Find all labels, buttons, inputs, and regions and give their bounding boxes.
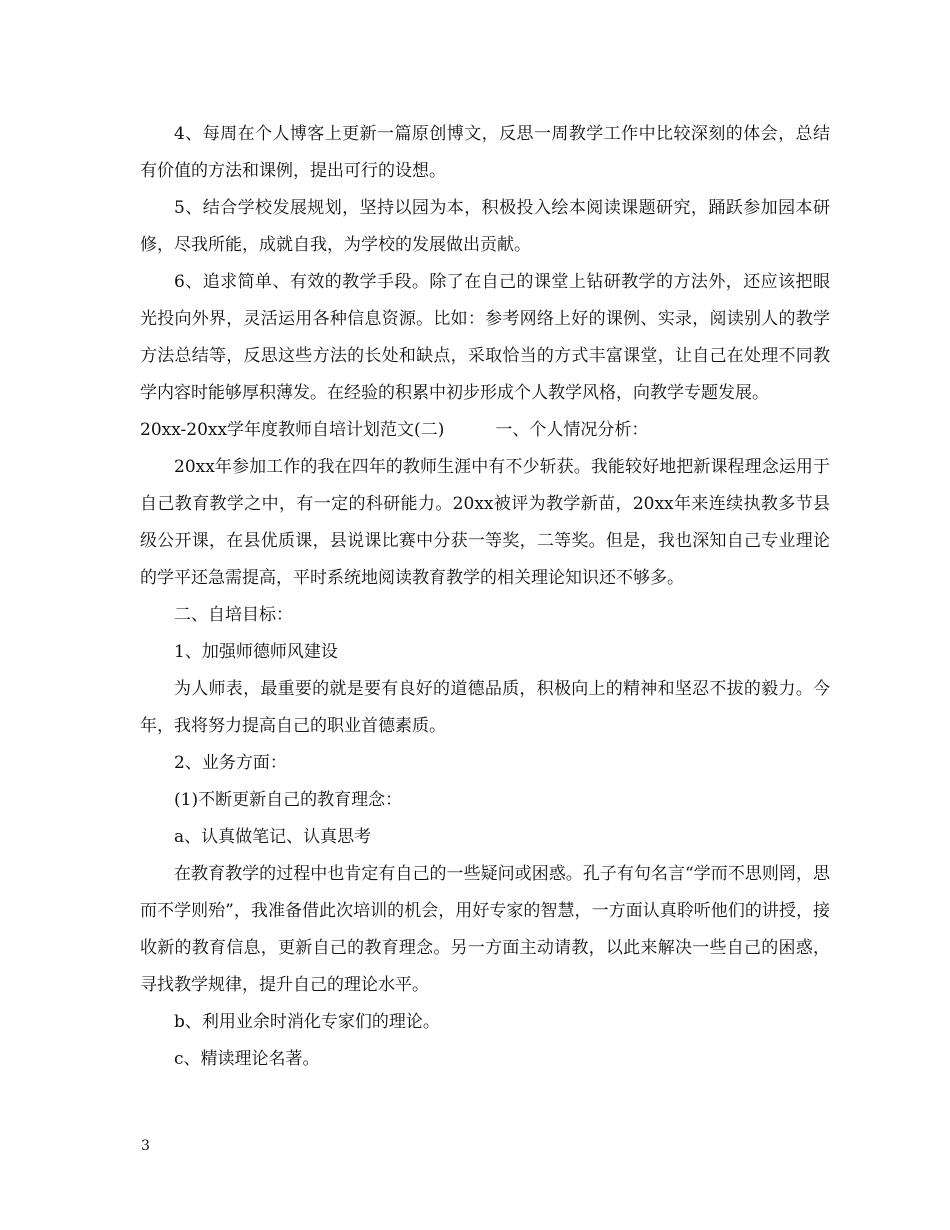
paragraph-spare-time: b、利用业余时消化专家们的理论。 (174, 1012, 440, 1032)
paragraph-item-5: 5、结合学校发展规划，坚持以园为本，积极投入绘本阅读课题研究，踊跃参加园本研修，尽我所能，成就自我，为学校的发展做出贡献。 (140, 198, 830, 255)
paragraph-confucius: 在教育教学的过程中也肯定有自己的一些疑问或困惑。孔子有句名言“学而不思则罔，思而不学则殆”，我准备借此次培训的机会，用好专家的智慧，一方面认真聆听他们的讲授，接收新的教育信息，更新自己的教育理念。另一方面主动请教，以此来解决一些自己的困惑，寻找教学规律，提升自己的理论水平。 (140, 864, 830, 995)
paragraph-notes-thinking: a、认真做笔记、认真思考 (174, 827, 372, 847)
paragraph-update-concept: (1)不断更新自己的教育理念： (174, 790, 403, 810)
paragraph-ethics-body: 为人师表，最重要的就是要有良好的道德品质，积极向上的精神和坚忍不拔的毅力。今年，我将努力提高自己的职业首德素质。 (140, 679, 830, 736)
paragraph-ethics-heading: 1、加强师德师风建设 (174, 642, 338, 662)
section-heading: 20xx-20xx学年度教师自培计划范文(二) 一、个人情况分析： (140, 420, 649, 440)
page-number: 3 (141, 1138, 150, 1154)
paragraph-read-classics: c、精读理论名著。 (174, 1049, 320, 1069)
paragraph-business-heading: 2、业务方面： (174, 753, 287, 773)
paragraph-goals-heading: 二、自培目标： (174, 605, 293, 625)
paragraph-item-6: 6、追求简单、有效的教学手段。除了在自己的课堂上钻研教学的方法外，还应该把眼光投向外界，灵活运用各种信息资源。比如：参考网络上好的课例、实录，阅读别人的教学方法总结等，反思这些方法的长处和缺点，采取恰当的方式丰富课堂，让自己在处理不同教学内容时能够厚积薄发。在经验的积累中初步形成个人教学风格，向教学专题发展。 (140, 272, 830, 403)
paragraph-situation-analysis: 20xx年参加工作的我在四年的教师生涯中有不少斩获。我能较好地把新课程理念运用于自己教育教学之中，有一定的科研能力。20xx被评为教学新苗，20xx年来连续执教多节县级公开课，在县优质课，县说课比赛中分获一等奖，二等奖。但是，我也深知自己专业理论的学平还急需提高，平时系统地阅读教育教学的相关理论知识还不够多。 (140, 457, 830, 588)
paragraph-item-4: 4、每周在个人博客上更新一篇原创博文，反思一周教学工作中比较深刻的体会，总结有价值的方法和课例，提出可行的设想。 (140, 124, 830, 181)
document-body (140, 116, 830, 1078)
